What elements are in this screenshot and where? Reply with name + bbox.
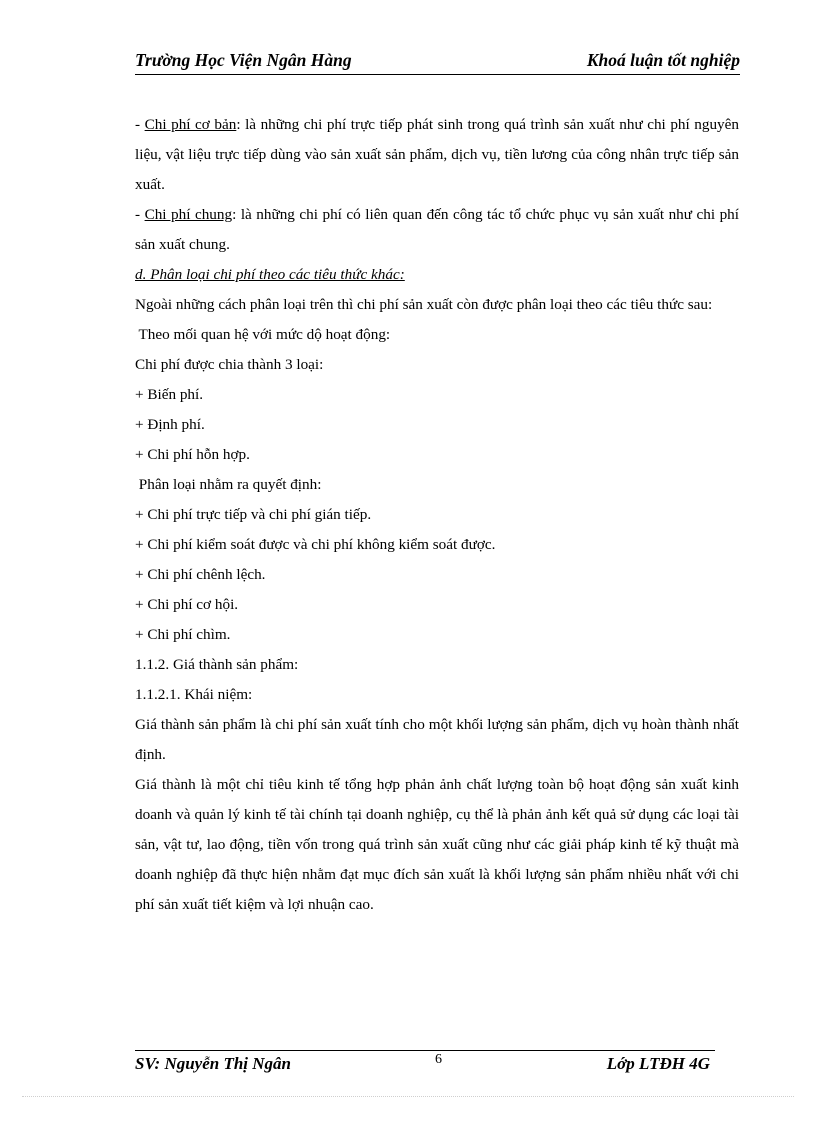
section-heading-1-1-2: 1.1.2. Giá thành sản phẩm: <box>135 656 299 673</box>
section-heading-d: d. Phân loại chi phí theo các tiêu thức khác: <box>135 266 405 283</box>
list-item: + Biến phí. <box>135 386 204 403</box>
page-bottom-edge <box>22 1096 794 1097</box>
list-heading-decision: Phân loại nhằm ra quyết định: <box>135 476 322 493</box>
list-item: + Chi phí chênh lệch. <box>135 566 266 583</box>
page-number: 6 <box>435 1052 442 1067</box>
page-footer <box>135 1054 715 1078</box>
term-common-cost: Chi phí chung <box>144 206 233 223</box>
list-intro: Chi phí được chia thành 3 loại: <box>135 356 324 373</box>
list-item: + Chi phí chìm. <box>135 626 231 643</box>
footer-class-name: Lớp LTĐH 4G <box>606 1054 710 1073</box>
list-heading-activity: Theo mối quan hệ với mức dộ hoạt động: <box>135 326 391 343</box>
paragraph-text: : là những chi phí có liên quan đến công tác tổ chức phục vụ sản xuất như chi phí sản xuất chung. <box>135 206 739 253</box>
header-document-type: Khoá luận tốt nghiệp <box>586 50 740 70</box>
dash: - <box>135 116 145 133</box>
paragraph-explanation: Giá thành là một chỉ tiêu kinh tế tổng hợp phản ảnh chất lượng toàn bộ hoạt động sản xuất kinh doanh và quản lý kinh tế tài chính tại doanh nghiệp, cụ thể là phản ảnh kết quả sử dụng các loại tài sản, vật tư, lao động, tiền vốn trong quá trình sản xuất cũng như các giải pháp kinh tế kỹ thuật mà doanh nghiệp đã thực hiện nhằm đạt mục đích sản xuất là khối lượng sản phẩm nhiều nhất với chi phí sản xuất tiết kiệm và lợi nhuận cao. <box>135 776 739 913</box>
list-item: + Chi phí hỗn hợp. <box>135 446 250 463</box>
header-school-name: Trường Học Viện Ngân Hàng <box>135 50 352 70</box>
paragraph-common-cost <box>135 200 739 260</box>
paragraph-text: : là những chi phí trực tiếp phát sinh trong quá trình sản xuất như chi phí nguyên liệu, vật liệu trực tiếp dùng vào sản xuất sản phẩm, dịch vụ, tiền lương của công nhân trực tiếp sản xuất. <box>135 116 739 193</box>
footer-student-name: SV: Nguyễn Thị Ngân <box>135 1054 292 1073</box>
list-item: + Chi phí kiểm soát được và chi phí không kiểm soát được. <box>135 536 496 553</box>
term-basic-cost: Chi phí cơ bản <box>144 116 237 133</box>
section-heading-1-1-2-1: 1.1.2.1. Khái niệm: <box>135 686 253 703</box>
list-item: + Chi phí trực tiếp và chi phí gián tiếp. <box>135 506 372 523</box>
document-body <box>135 110 739 920</box>
paragraph-basic-cost <box>135 110 739 200</box>
paragraph-definition: Giá thành sản phẩm là chi phí sản xuất tính cho một khối lượng sản phẩm, dịch vụ hoàn thành nhất định. <box>135 716 739 763</box>
list-item: + Chi phí cơ hội. <box>135 596 239 613</box>
footer-divider <box>135 1050 715 1051</box>
dash: - <box>135 206 145 223</box>
paragraph-intro: Ngoài những cách phân loại trên thì chi phí sản xuất còn được phân loại theo các tiêu thức sau: <box>135 296 713 313</box>
list-item: + Định phí. <box>135 416 205 433</box>
page-header <box>135 48 740 75</box>
